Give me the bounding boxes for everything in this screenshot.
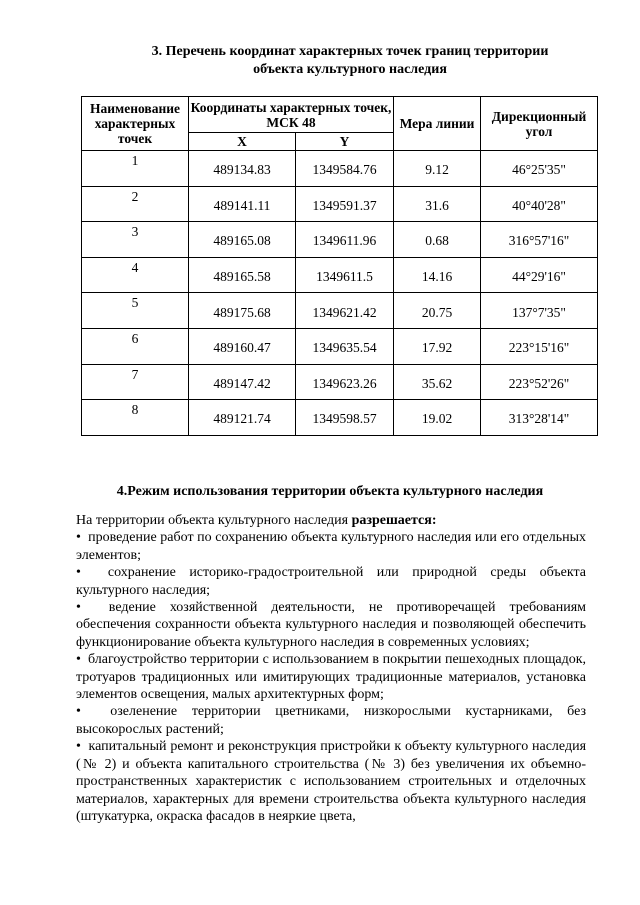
- section-3-title-line-1: 3. Перечень координат характерных точек границ территории: [151, 44, 549, 59]
- point-number-cell: 2: [82, 186, 189, 222]
- line-measure-cell: 35.62: [394, 364, 481, 400]
- x-coordinate-cell: 489147.42: [189, 364, 296, 400]
- line-measure-cell: 14.16: [394, 257, 481, 293]
- table-row: [82, 364, 598, 400]
- table-row: [82, 293, 598, 329]
- point-number-cell: 8: [82, 400, 189, 436]
- section-4-title: 4.Режим использования территории объекта культурного наследия: [116, 484, 544, 499]
- permitted-activities-list: [76, 529, 586, 825]
- header-direction-angle: Дирекционный угол: [481, 97, 598, 151]
- table-row: [82, 151, 598, 187]
- header-line-measure: Мера линии: [394, 97, 481, 151]
- list-item: [76, 703, 586, 738]
- bullet-icon: •: [76, 530, 81, 546]
- x-coordinate-cell: 489121.74: [189, 400, 296, 436]
- table-row: [82, 186, 598, 222]
- direction-angle-cell: 223°52'26": [481, 364, 598, 400]
- bullet-icon: •: [76, 652, 81, 668]
- intro-text: На территории объекта культурного наследия: [76, 513, 352, 528]
- header-x: X: [189, 133, 296, 151]
- intro-bold-text: разрешается:: [351, 513, 437, 528]
- point-number-cell: 3: [82, 222, 189, 258]
- y-coordinate-cell: 1349621.42: [296, 293, 394, 329]
- section-4-body: [76, 512, 586, 825]
- section-3-title: [100, 43, 600, 79]
- line-measure-cell: 9.12: [394, 151, 481, 187]
- x-coordinate-cell: 489141.11: [189, 186, 296, 222]
- line-measure-cell: 19.02: [394, 400, 481, 436]
- header-coordinates: Координаты характерных точек, МСК 48: [189, 97, 394, 133]
- section-3-title-line-2: объекта культурного наследия: [253, 62, 447, 77]
- x-coordinate-cell: 489160.47: [189, 328, 296, 364]
- line-measure-cell: 0.68: [394, 222, 481, 258]
- list-item-text: ведение хозяйственной деятельности, не противоречащей требованиям обеспечения сохранности объекта культурного наследия и позволяющей обеспечить функционирование объекта культурного наследия в современных условиях;: [76, 600, 587, 650]
- header-y: Y: [296, 133, 394, 151]
- list-item: [76, 738, 586, 825]
- y-coordinate-cell: 1349591.37: [296, 186, 394, 222]
- y-coordinate-cell: 1349584.76: [296, 151, 394, 187]
- x-coordinate-cell: 489175.68: [189, 293, 296, 329]
- coordinates-table: [81, 96, 598, 436]
- table-row: [82, 400, 598, 436]
- line-measure-cell: 31.6: [394, 186, 481, 222]
- y-coordinate-cell: 1349611.5: [296, 257, 394, 293]
- direction-angle-cell: 40°40'28": [481, 186, 598, 222]
- list-item-text: озеленение территории цветниками, низкорослыми кустарниками, без высокорослых растений;: [76, 704, 587, 737]
- bullet-icon: •: [76, 565, 81, 581]
- list-item-text: сохранение историко-градостроительной или природной среды объекта культурного наследия;: [76, 565, 586, 598]
- point-number-cell: 7: [82, 364, 189, 400]
- y-coordinate-cell: 1349635.54: [296, 328, 394, 364]
- point-number-cell: 4: [82, 257, 189, 293]
- direction-angle-cell: 316°57'16": [481, 222, 598, 258]
- direction-angle-cell: 313°28'14": [481, 400, 598, 436]
- table-row: [82, 328, 598, 364]
- x-coordinate-cell: 489165.08: [189, 222, 296, 258]
- table-row: [82, 222, 598, 258]
- list-item: [76, 529, 586, 564]
- y-coordinate-cell: 1349623.26: [296, 364, 394, 400]
- direction-angle-cell: 137°7'35": [481, 293, 598, 329]
- point-number-cell: 1: [82, 151, 189, 187]
- y-coordinate-cell: 1349598.57: [296, 400, 394, 436]
- list-item: [76, 651, 586, 703]
- bullet-icon: •: [76, 739, 81, 755]
- list-item-text: благоустройство территории с использованием в покрытии пешеходных площадок, тротуаров традиционных или имитирующих традиционные материалов, установка элементов освещения, малых архитектурных форм;: [76, 652, 587, 703]
- line-measure-cell: 17.92: [394, 328, 481, 364]
- direction-angle-cell: 46°25'35": [481, 151, 598, 187]
- header-point-name: Наименование характерных точек: [82, 97, 189, 151]
- x-coordinate-cell: 489134.83: [189, 151, 296, 187]
- direction-angle-cell: 223°15'16": [481, 328, 598, 364]
- x-coordinate-cell: 489165.58: [189, 257, 296, 293]
- point-number-cell: 6: [82, 328, 189, 364]
- list-item: [76, 564, 586, 599]
- bullet-icon: •: [76, 704, 81, 720]
- section-4-intro: [76, 512, 586, 529]
- table-row: [82, 257, 598, 293]
- point-number-cell: 5: [82, 293, 189, 329]
- direction-angle-cell: 44°29'16": [481, 257, 598, 293]
- list-item-text: капитальный ремонт и реконструкция пристройки к объекту культурного наследия (№ 2) и объекта капитального строительства (№ 3) без увеличения их объемно-пространственных характеристик с использованием строительных и отделочных материалов, характерных для времени строительства объекта культурного наследия (штукатурка, окраска фасадов в неяркие цвета,: [76, 739, 587, 824]
- list-item: [76, 599, 586, 651]
- list-item-text: проведение работ по сохранению объекта культурного наследия или его отдельных элементов;: [76, 530, 586, 563]
- line-measure-cell: 20.75: [394, 293, 481, 329]
- y-coordinate-cell: 1349611.96: [296, 222, 394, 258]
- bullet-icon: •: [76, 600, 81, 616]
